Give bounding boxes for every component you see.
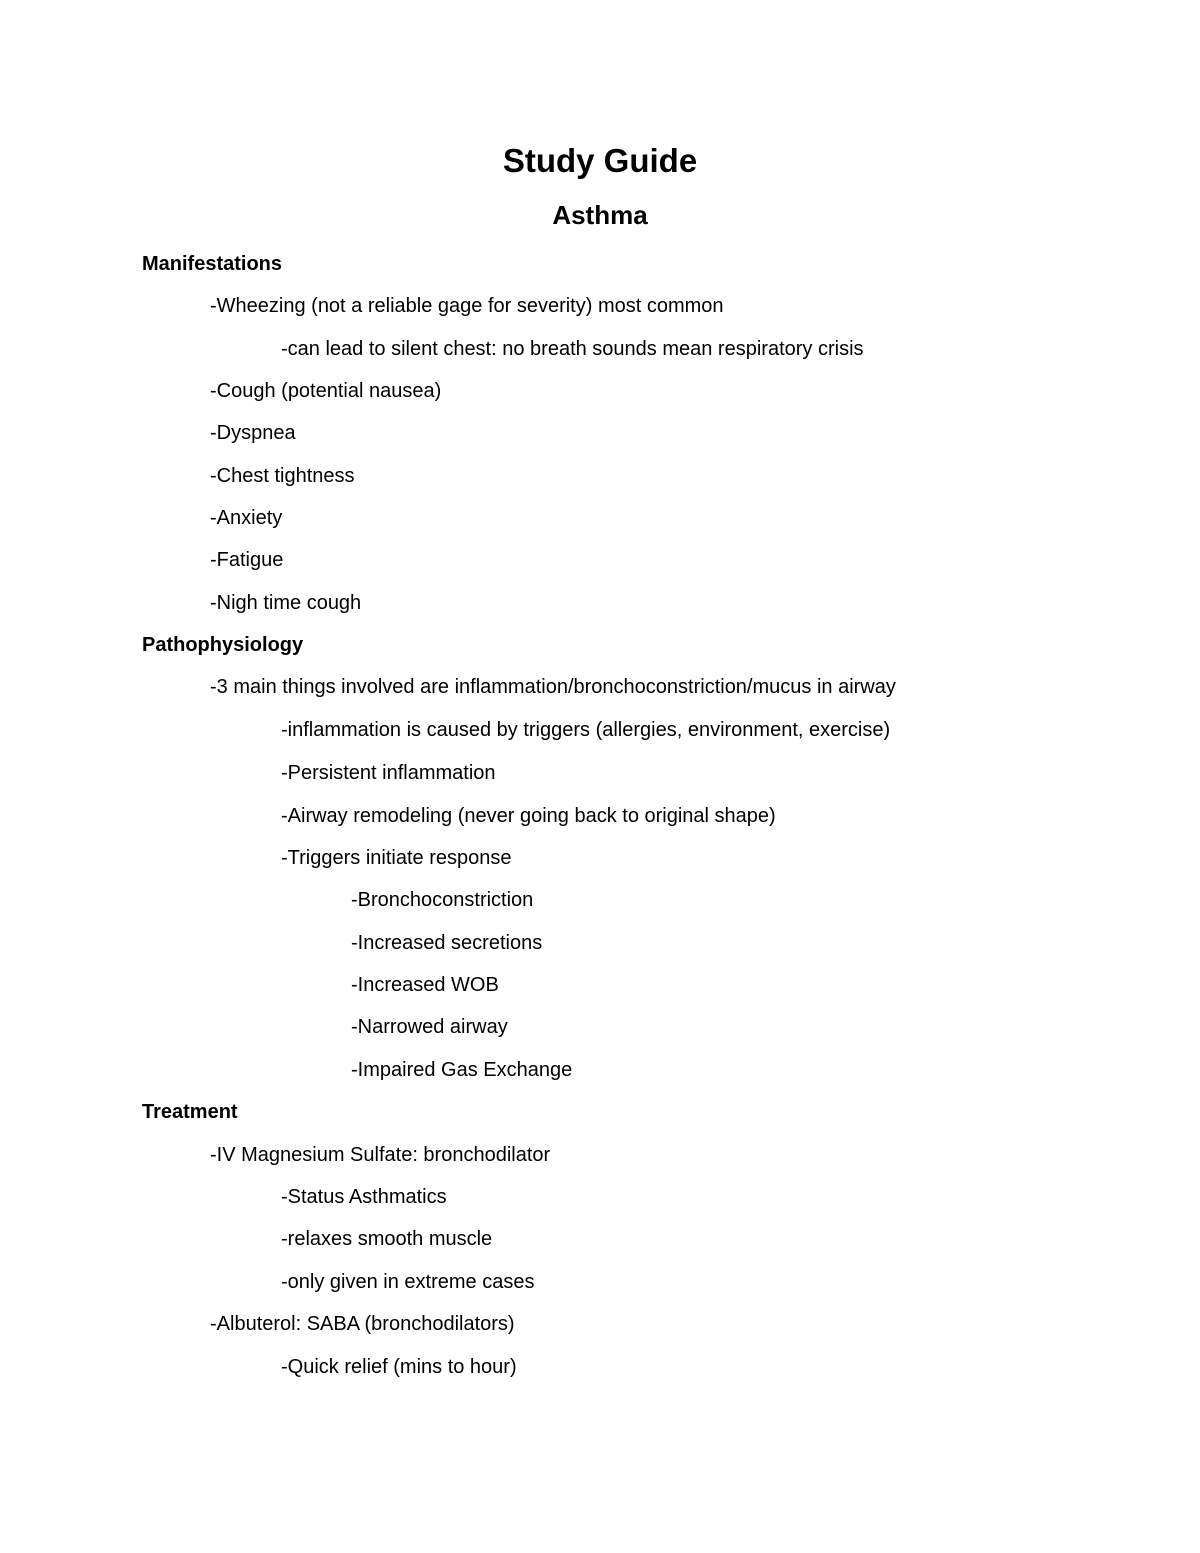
list-item: -Fatigue: [210, 549, 284, 571]
list-item: -Anxiety: [210, 507, 283, 529]
list-item: -Dyspnea: [210, 422, 296, 444]
list-item: -Bronchoconstriction: [351, 889, 534, 911]
list-item: -Wheezing (not a reliable gage for severity) most common: [210, 295, 724, 317]
section-heading-pathophysiology: Pathophysiology: [142, 634, 304, 656]
list-item: -inflammation is caused by triggers (allergies, environment, exercise): [281, 719, 891, 741]
list-item: -Increased WOB: [351, 974, 499, 996]
list-item: -Airway remodeling (never going back to original shape): [281, 805, 776, 827]
section-heading-manifestations: Manifestations: [142, 253, 283, 275]
list-item: -Increased secretions: [351, 932, 543, 954]
list-item: -can lead to silent chest: no breath sounds mean respiratory crisis: [281, 338, 864, 360]
list-item: -relaxes smooth muscle: [281, 1228, 493, 1250]
list-item: -Chest tightness: [210, 465, 355, 487]
list-item: -Status Asthmatics: [281, 1186, 447, 1208]
list-item: -Cough (potential nausea): [210, 380, 442, 402]
list-item: -Persistent inflammation: [281, 762, 496, 784]
list-item: -Impaired Gas Exchange: [351, 1059, 573, 1081]
list-item: -Nigh time cough: [210, 592, 362, 614]
list-item: -IV Magnesium Sulfate: bronchodilator: [210, 1144, 551, 1166]
list-item: -Narrowed airway: [351, 1016, 508, 1038]
list-item: -Albuterol: SABA (bronchodilators): [210, 1313, 515, 1335]
section-heading-treatment: Treatment: [142, 1101, 238, 1123]
document-title: Study Guide: [502, 142, 698, 179]
list-item: -Quick relief (mins to hour): [281, 1356, 517, 1378]
list-item: -only given in extreme cases: [281, 1271, 535, 1293]
list-item: -3 main things involved are inflammation/bronchoconstriction/mucus in airway: [210, 676, 896, 698]
list-item: -Triggers initiate response: [281, 847, 512, 869]
document-subtitle: Asthma: [552, 200, 648, 230]
